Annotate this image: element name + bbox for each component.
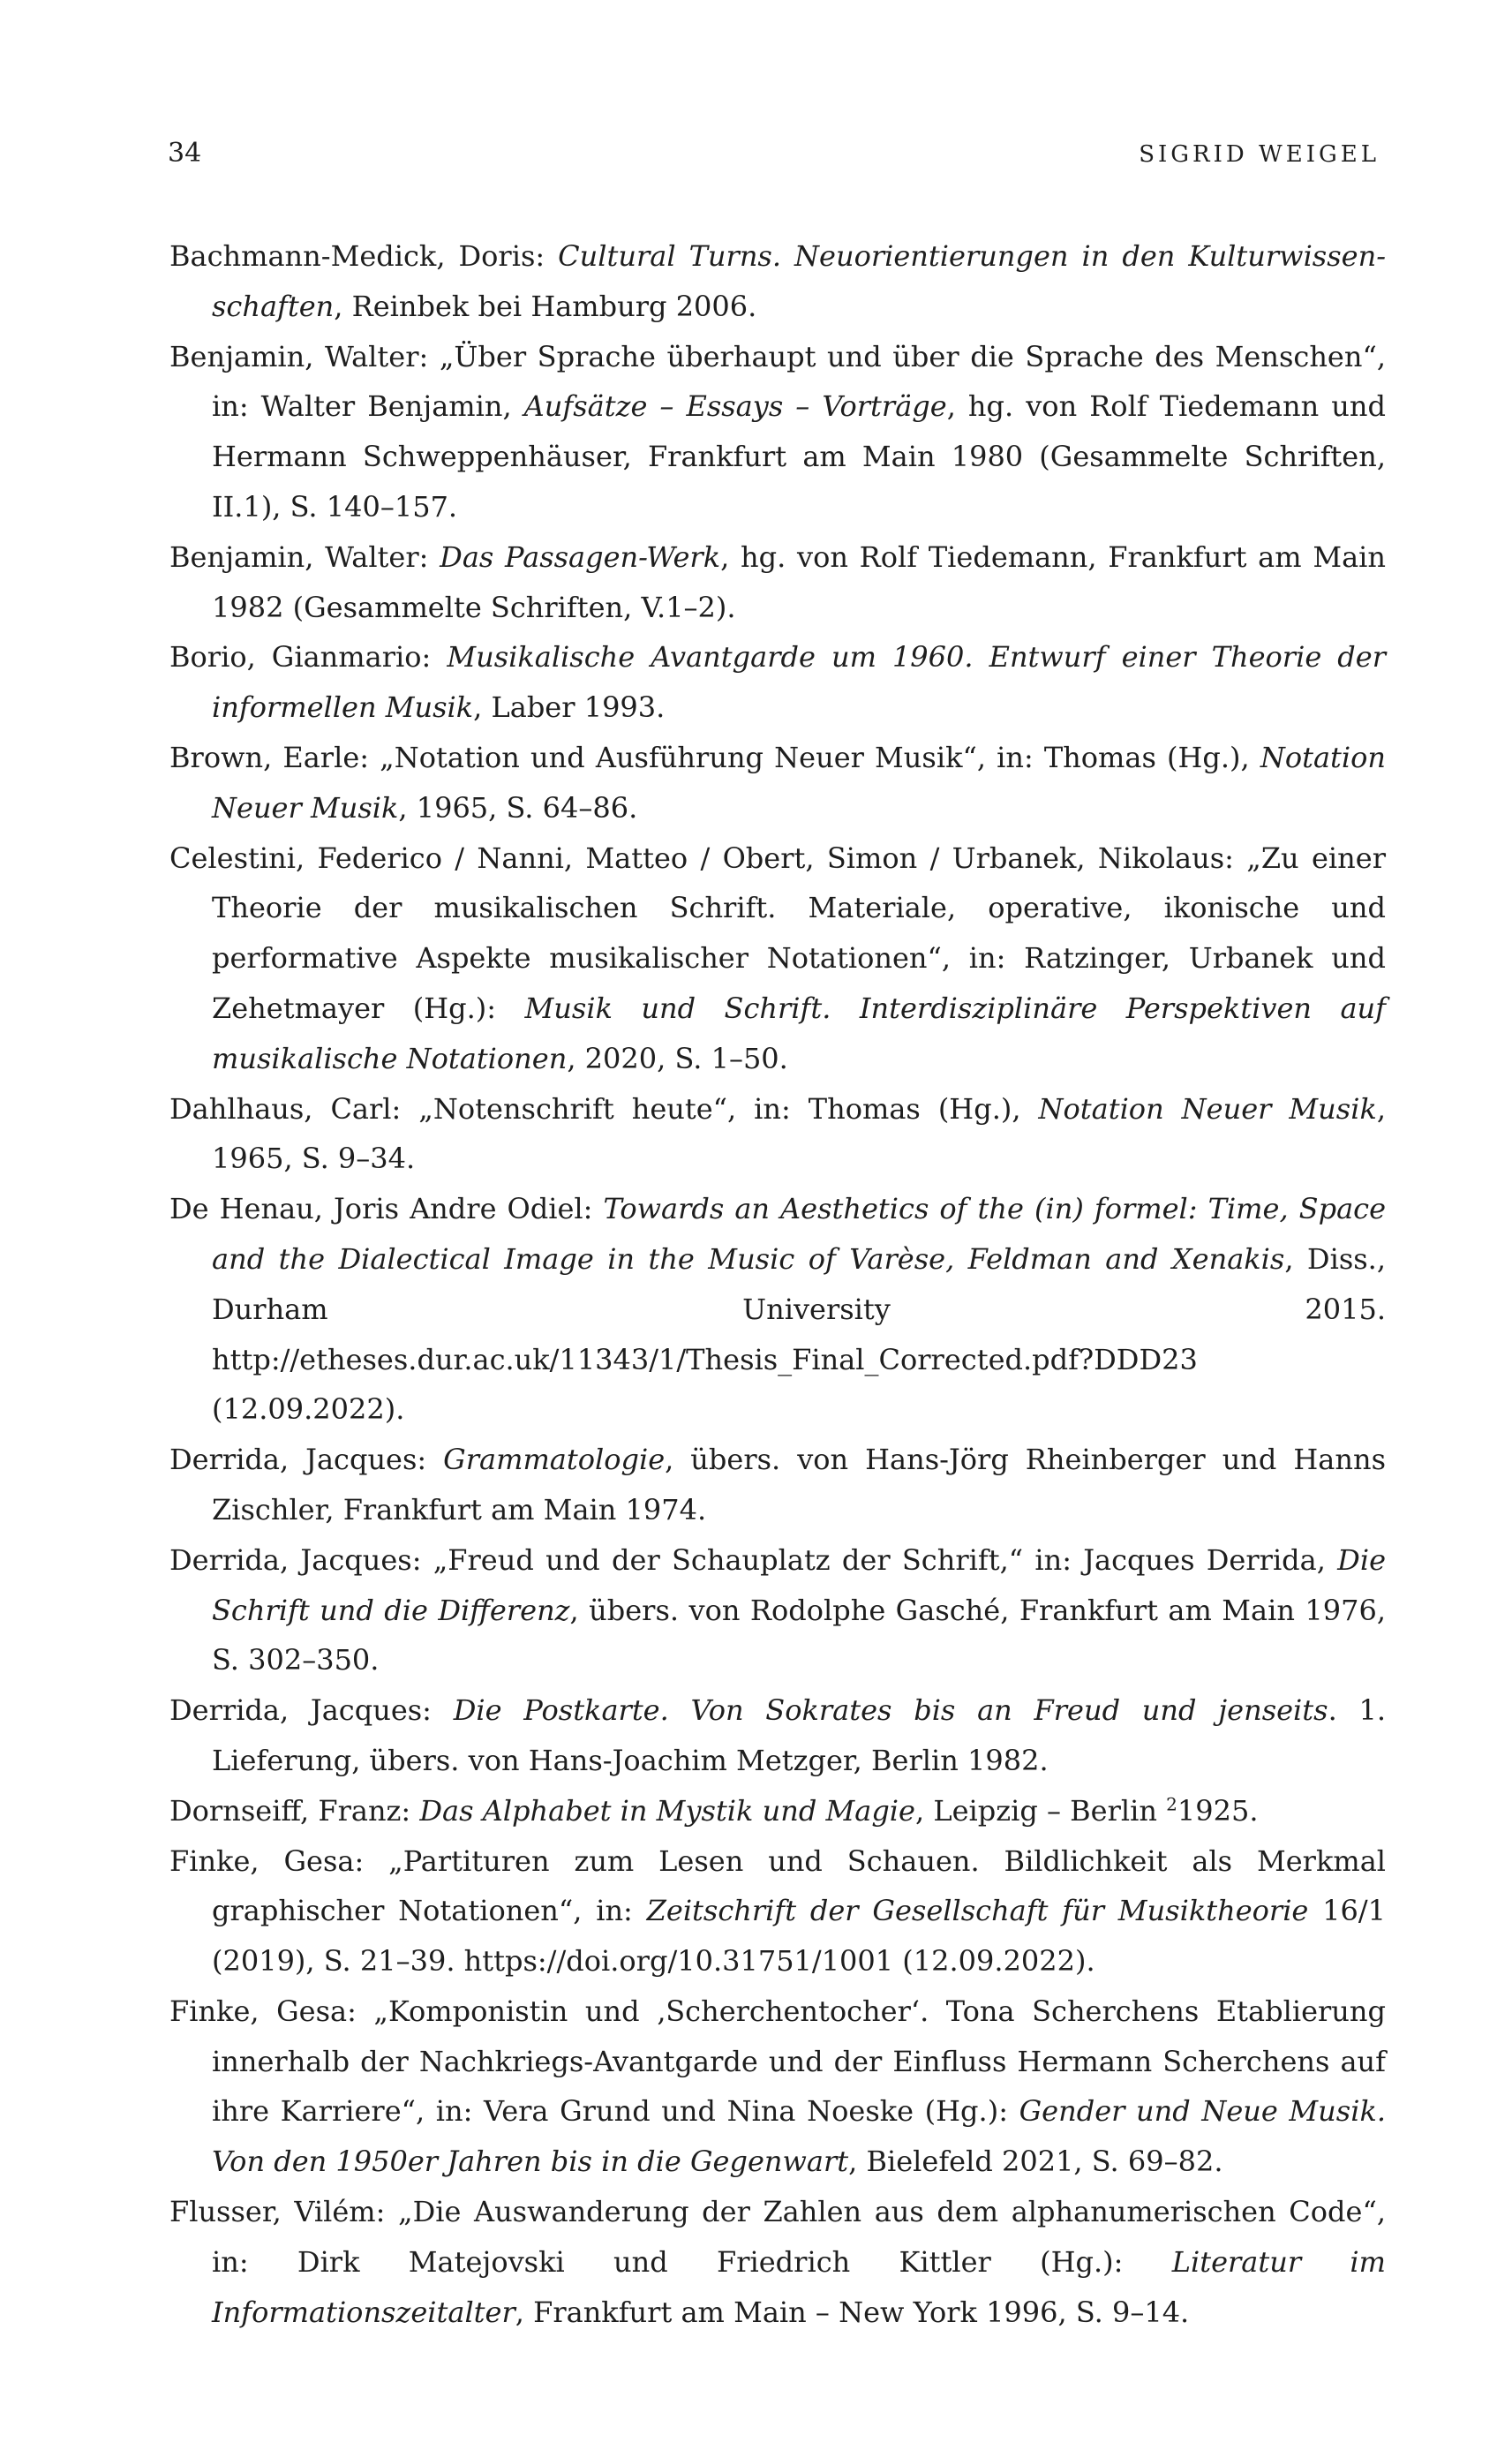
entry-text: Derrida, Jacques: „Freud und der Schauplatz der Schrift,“ in: Jacques Derrida, (169, 1542, 1338, 1577)
bibliography-entry (169, 1986, 1386, 2187)
entry-text: Bachmann-Medick, Doris: (169, 239, 559, 273)
entry-text: , Laber 1993. (473, 690, 666, 725)
entry-text: Dornseiff, Franz: (169, 1793, 420, 1828)
entry-title: Notation Neuer Musik (1038, 1091, 1377, 1126)
entry-title: Cultural Turns. Neuorientierungen in den Kulturwissenschaften (212, 239, 1387, 323)
bibliography-list (169, 231, 1386, 2337)
entry-text: Derrida, Jacques: (169, 1443, 444, 1477)
entry-title: Zeitschrift der Gesellschaft für Musiktheorie (646, 1894, 1309, 1928)
entry-text: Borio, Gianmario: (169, 640, 448, 675)
entry-title: Musikalische Avantgarde um 1960. Entwurf einer Theorie der informellen Musik (212, 640, 1387, 725)
bibliography-entry (169, 632, 1386, 733)
entry-title: Musik und Schrift. Interdisziplinäre Perspektiven auf musikalische Notationen (212, 991, 1387, 1075)
entry-text: , hg. von Rolf Tiedemann, Frankfurt am Main 1982 (Gesammelte Schriften, V.1–2). (212, 539, 1387, 624)
entry-title: Notation Neuer Musik (212, 740, 1386, 825)
bibliography-entry (169, 733, 1386, 833)
bibliography-entry (169, 1435, 1386, 1535)
bibliography-entry (169, 1084, 1386, 1185)
running-head: SIGRID WEIGEL (1139, 141, 1380, 168)
entry-text: , übers. von Rodolphe Gasché, Frankfurt am Main 1976, S. 302–350. (212, 1593, 1387, 1677)
entry-title: Das Alphabet in Mystik und Magie (419, 1793, 915, 1828)
bibliography-entry (169, 833, 1386, 1084)
entry-text: . 1. Lieferung, übers. von Hans-Joachim Metzger, Berlin 1982. (212, 1693, 1387, 1777)
entry-text: , Diss., Durham University 2015. http://etheses.dur.ac.uk/11343/1/Thesis_Final_Corrected.pdf?DDD23 (12.09.2022). (212, 1241, 1387, 1427)
entry-title: Die Postkarte. Von Sokrates bis an Freud und jenseits (453, 1693, 1328, 1728)
entry-text: Flusser, Vilém: „Die Auswanderung der Zahlen aus dem alphanumerischen Code“, in: Dirk Matejovski und Friedrich Kittler (Hg.): (169, 2195, 1386, 2279)
bibliography-entry (169, 532, 1386, 633)
entry-text: , Reinbek bei Hamburg 2006. (334, 289, 757, 323)
entry-text: , 2020, S. 1–50. (567, 1041, 788, 1075)
entry-text: Finke, Gesa: „Komponistin und ‚Scherchentocher‘. Tona Scherchens Etablierung innerhalb der Nachkriegs-Avantgarde und der Einfluss Hermann Scherchens auf ihre Karriere“, in: Vera Grund und Nina Noeske (Hg.): (169, 1994, 1386, 2129)
entry-text: Benjamin, Walter: (169, 539, 440, 574)
entry-text: Derrida, Jacques: (169, 1693, 454, 1728)
entry-text: , Bielefeld 2021, S. 69–82. (848, 2145, 1223, 2179)
entry-text: , hg. von Rolf Tiedemann und Hermann Schweppenhäuser, Frankfurt am Main 1980 (Gesammelte Schriften, II.1), S. 140–157. (212, 389, 1387, 524)
entry-text: , übers. von Hans-Jörg Rheinberger und Hanns Zischler, Frankfurt am Main 1974. (212, 1443, 1387, 1527)
entry-text: Celestini, Federico / Nanni, Matteo / Obert, Simon / Urbanek, Nikolaus: „Zu einer Theorie der musikalischen Schrift. Materiale, operative, ikonische und performative Aspekte musikalischer Notationen“, in: Ratzinger, Urbanek und Zehetmayer (Hg.): (169, 841, 1386, 1025)
entry-text: Benjamin, Walter: „Über Sprache überhaupt und über die Sprache des Menschen“, in: Walter Benjamin, (169, 339, 1386, 424)
bibliography-entry (169, 2187, 1386, 2337)
entry-title: Gender und Neue Musik. Von den 1950er Jahren bis in die Gegenwart (212, 2094, 1387, 2179)
entry-text: Brown, Earle: „Notation und Ausführung Neuer Musik“, in: Thomas (Hg.), (169, 740, 1260, 774)
bibliography-entry (169, 231, 1386, 332)
entry-text: 1925. (1177, 1793, 1259, 1828)
page-number: 34 (168, 138, 202, 169)
edition-superscript: 2 (1166, 1793, 1177, 1815)
entry-text: , 1965, S. 9–34. (212, 1091, 1387, 1176)
entry-title: Grammatologie (443, 1443, 666, 1477)
entry-text: , Frankfurt am Main – New York 1996, S. 9–14. (515, 2295, 1190, 2329)
bibliography-entry (169, 332, 1386, 532)
entry-text: , 1965, S. 64–86. (398, 790, 638, 825)
bibliography-entry (169, 1184, 1386, 1435)
entry-title: Towards an Aesthetics of the (in) formel: Time, Space and the Dialectical Image in the Music of Varèse, Feldman and Xenakis (212, 1192, 1387, 1276)
entry-text: , Leipzig – Berlin (914, 1793, 1167, 1828)
entry-title: Das Passagen-Werk (440, 539, 721, 574)
entry-text: De Henau, Joris Andre Odiel: (169, 1192, 604, 1226)
bibliography-entry (169, 1836, 1386, 1986)
entry-text: 16/1 (2019), S. 21–39. https://doi.org/10.31751/1001 (12.09.2022). (212, 1894, 1387, 1979)
entry-title: Literatur im Informationszeitalter (212, 2244, 1387, 2329)
entry-text: Dahlhaus, Carl: „Notenschrift heute“, in: Thomas (Hg.), (169, 1091, 1039, 1126)
bibliography-entry (169, 1535, 1386, 1685)
bibliography-entry (169, 1786, 1386, 1836)
entry-text: Finke, Gesa: „Partituren zum Lesen und Schauen. Bildlichkeit als Merkmal graphischer Notationen“, in: (169, 1843, 1386, 1928)
entry-title: Aufsätze – Essays – Vorträge (523, 389, 947, 424)
bibliography-entry (169, 1685, 1386, 1786)
entry-title: Die Schrift und die Differenz (212, 1542, 1386, 1627)
